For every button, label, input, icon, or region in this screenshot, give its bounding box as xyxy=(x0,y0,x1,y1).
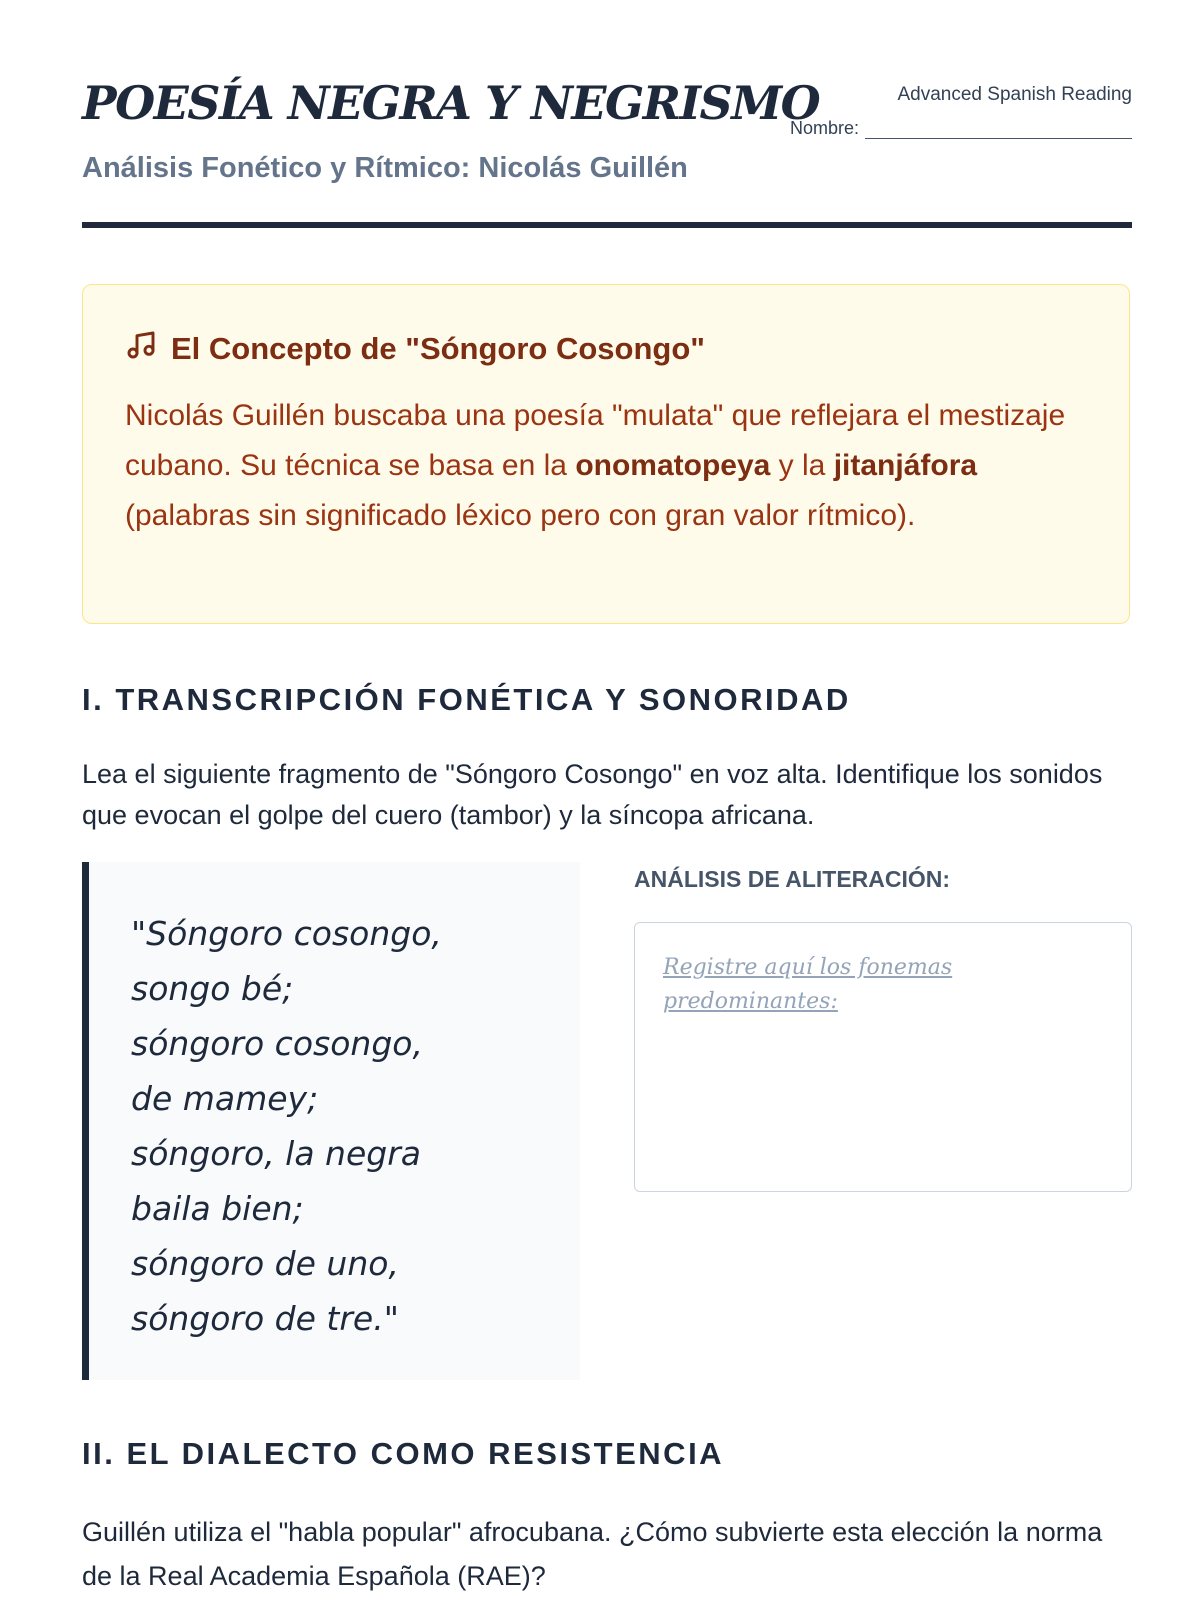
poem-line: songo bé; xyxy=(131,969,294,1008)
alliteration-analysis-label: ANÁLISIS DE ALITERACIÓN: xyxy=(634,866,951,892)
callout-term-onomatopeya: onomatopeya xyxy=(575,449,771,482)
music-note-icon xyxy=(125,329,157,369)
poem-excerpt xyxy=(82,862,580,1380)
poem-line: baila bien; xyxy=(131,1189,304,1228)
page-title: POESÍA NEGRA Y NEGRISMO xyxy=(82,76,820,130)
name-label: Nombre: xyxy=(790,118,860,138)
section-1-instructions: Lea el siguiente fragmento de "Sóngoro Cosongo" en voz alta. Identifique los sonidos que evocan el golpe del cuero (tambor) y la síncopa africana. xyxy=(82,759,1103,830)
concept-callout xyxy=(82,284,1130,624)
poem-line: sóngoro cosongo, xyxy=(131,1024,423,1063)
callout-term-jitanjafora: jitanjáfora xyxy=(833,449,978,482)
name-blank-line[interactable] xyxy=(865,120,1132,139)
alliteration-placeholder: Registre aquí los fonemas predominantes: xyxy=(663,955,953,1014)
course-label: Advanced Spanish Reading xyxy=(897,84,1132,105)
callout-text xyxy=(125,391,1087,541)
poem-line: sóngoro, la negra xyxy=(131,1134,422,1173)
poem-line: "Sóngoro cosongo, xyxy=(131,914,442,953)
poem-line: sóngoro de uno, xyxy=(131,1244,399,1283)
page-subtitle: Análisis Fonético y Rítmico: Nicolás Guillén xyxy=(82,152,688,184)
name-field[interactable] xyxy=(790,118,1132,139)
section-1-heading: I. TRANSCRIPCIÓN FONÉTICA Y SONORIDAD xyxy=(82,682,851,717)
callout-heading: El Concepto de "Sóngoro Cosongo" xyxy=(171,331,705,366)
callout-heading-row xyxy=(125,329,1087,369)
poem-line: sóngoro de tre." xyxy=(131,1299,399,1338)
section-2-question: Guillén utiliza el "habla popular" afrocubana. ¿Cómo subvierte esta elección la norma de la Real Academia Española (RAE)? xyxy=(82,1517,1103,1591)
alliteration-answer-box[interactable] xyxy=(634,922,1132,1192)
section-2-heading: II. EL DIALECTO COMO RESISTENCIA xyxy=(82,1436,725,1471)
callout-text-part-3: (palabras sin significado léxico pero con gran valor rítmico). xyxy=(125,499,916,532)
callout-text-part-2: y la xyxy=(770,449,834,482)
callout-text-part-1: Nicolás Guillén buscaba una poesía "mulata" que reflejara el mestizaje cubano. Su técnica se basa en la xyxy=(125,399,1066,482)
header-divider xyxy=(82,222,1132,228)
poem-line: de mamey; xyxy=(131,1079,319,1118)
